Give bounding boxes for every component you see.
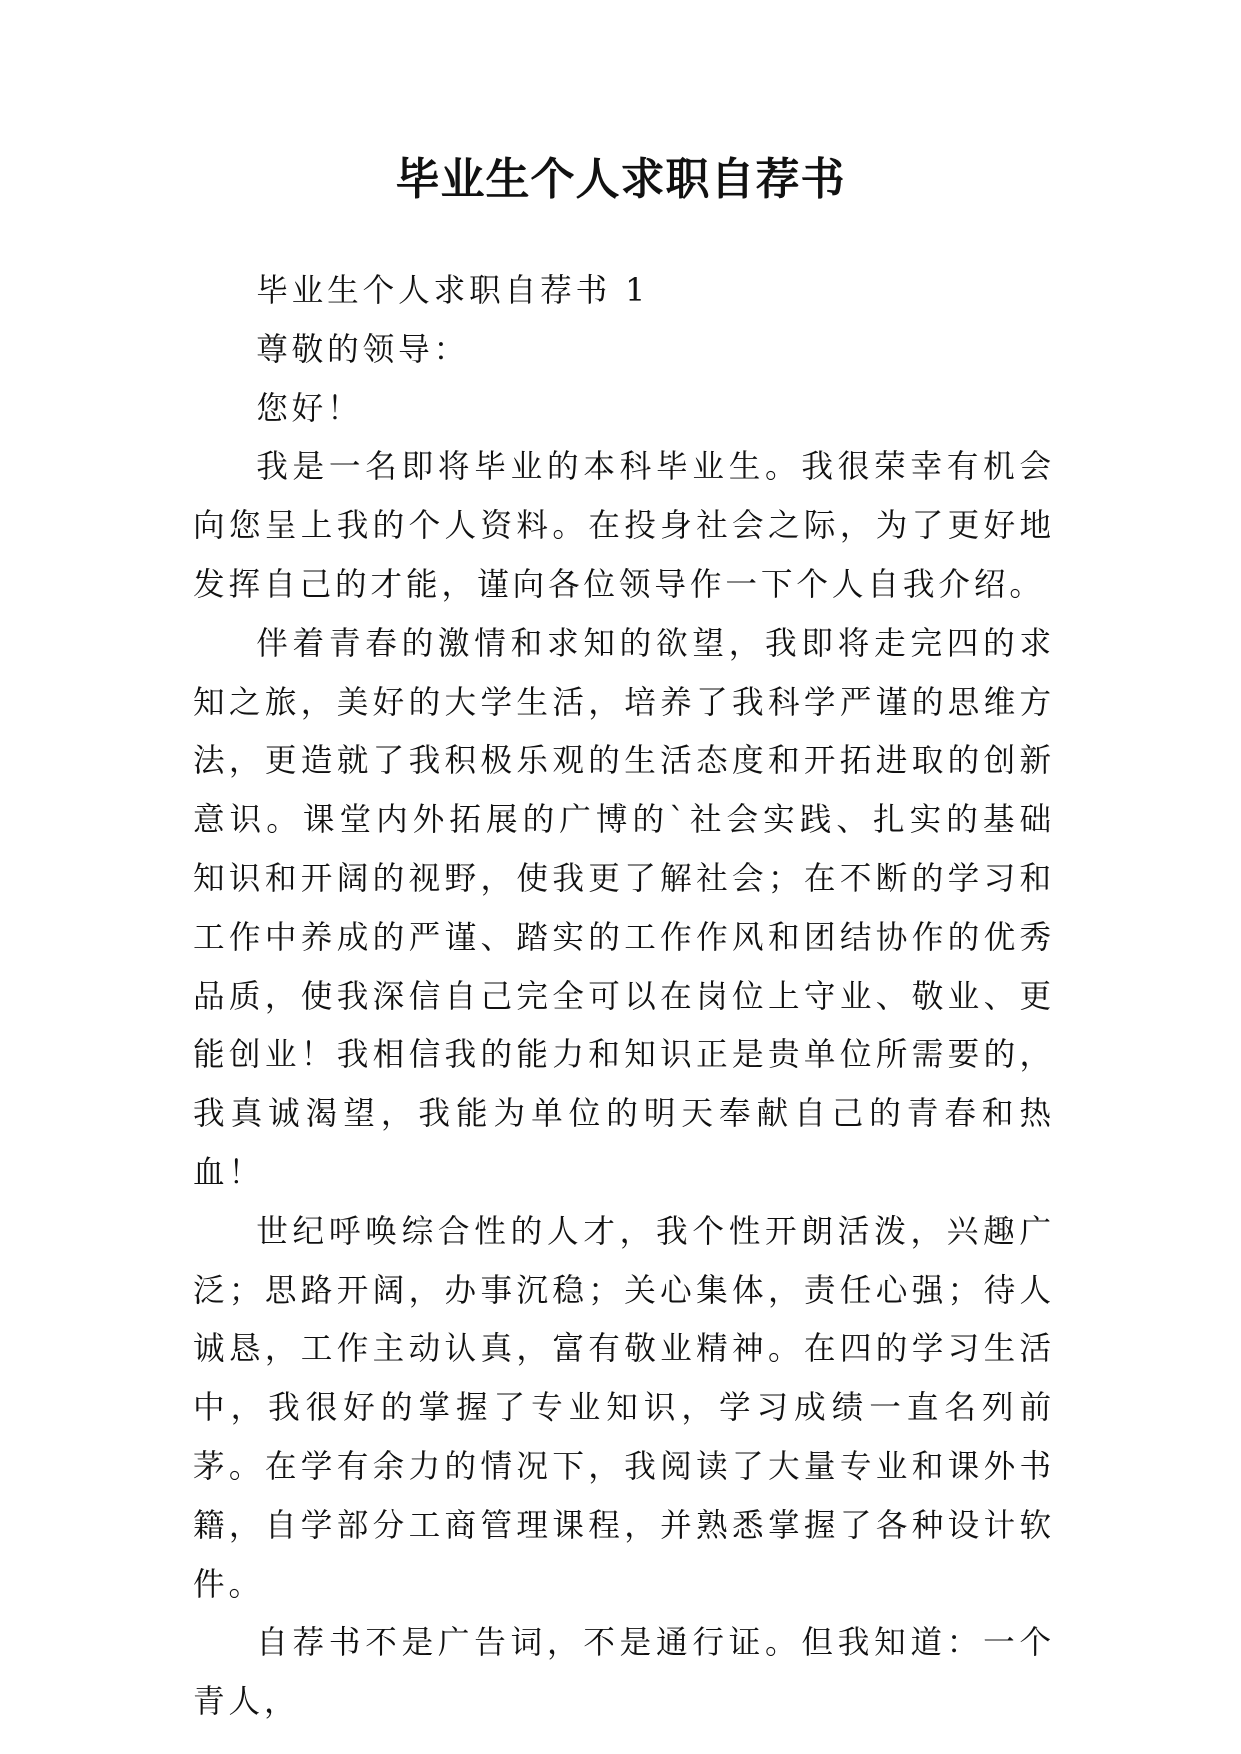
paragraph-greeting: 您好！: [256, 390, 363, 427]
paragraph-introduction: 我是一名即将毕业的本科毕业生。我很荣幸有机会向您呈上我的个人资料。在投身社会之际，为了更好地发挥自己的才能，谨向各位领导作一下个人自我介绍。: [193, 449, 1055, 603]
document-body: [193, 262, 1055, 1732]
document-title: 毕业生个人求职自荐书: [395, 154, 846, 205]
paragraph-closing: 自荐书不是广告词，不是通行证。但我知道：一个青人，: [193, 1625, 1055, 1721]
paragraph-heading: 毕业生个人求职自荐书 1: [256, 273, 650, 309]
paragraph-university-life: 伴着青春的激情和求知的欲望，我即将走完四的求知之旅，美好的大学生活，培养了我科学严谨的思维方法，更造就了我积极乐观的生活态度和开拓进取的创新意识。课堂内外拓展的广博的`社会实践、扎实的基础知识和开阔的视野，使我更了解社会；在不断的学习和工作中养成的严谨、踏实的工作作风和团结协作的优秀品质，使我深信自己完全可以在岗位上守业、敬业、更能创业！我相信我的能力和知识正是贵单位所需要的，我真诚渴望，我能为单位的明天奉献自己的青春和热血！: [193, 625, 1055, 1191]
paragraph-personality: 世纪呼唤综合性的人才，我个性开朗活泼，兴趣广泛；思路开阔，办事沉稳；关心集体，责任心强；待人诚恳，工作主动认真，富有敬业精神。在四的学习生活中，我很好的掌握了专业知识，学习成绩一直名列前茅。在学有余力的情况下，我阅读了大量专业和课外书籍，自学部分工商管理课程，并熟悉掌握了各种设计软件。: [193, 1213, 1055, 1603]
paragraph-salutation: 尊敬的领导：: [256, 331, 470, 368]
